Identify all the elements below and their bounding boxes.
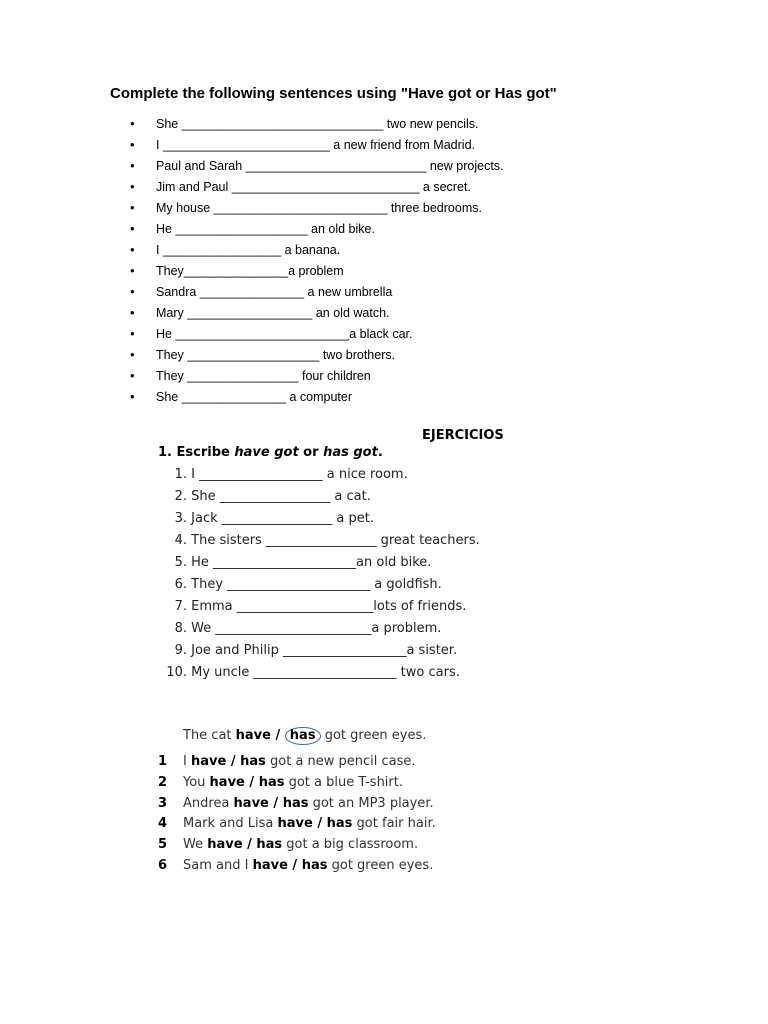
- example-sentence: The cat have / has got green eyes.: [183, 728, 427, 743]
- list-item: 2 You have / has got a blue T-shirt.: [158, 774, 403, 790]
- list-item: 9. Joe and Philip ___________________a sister.: [174, 643, 458, 658]
- list-item: • They ___________________ two brothers.: [130, 347, 504, 368]
- list-item: • I ________________________ a new friend from Madrid.: [130, 137, 504, 158]
- list-item: • He _________________________a black car.: [130, 326, 504, 347]
- list-item: • I _________________ a banana.: [130, 242, 504, 263]
- list-item: • She _______________ a computer: [130, 389, 504, 410]
- list-item: 3 Andrea have / has got an MP3 player.: [158, 795, 434, 811]
- list-item: 1. I ___________________ a nice room.: [174, 467, 408, 482]
- list-item: 4. The sisters _________________ great teachers.: [174, 533, 480, 548]
- list-item: 2. She _________________ a cat.: [174, 489, 371, 504]
- list-item: 5 We have / has got a big classroom.: [158, 837, 419, 853]
- list-item: 6. They ______________________ a goldfish.: [174, 577, 442, 592]
- list-item: • Paul and Sarah __________________________ new projects.: [130, 158, 504, 179]
- choice-list: [158, 753, 436, 878]
- list-item: 3. Jack _________________ a pet.: [174, 511, 374, 526]
- sentence-list: [130, 116, 504, 410]
- list-item: 7. Emma _____________________lots of friends.: [174, 599, 467, 614]
- list-item: 4 Mark and Lisa have / has got fair hair.: [158, 816, 436, 832]
- list-item: • Jim and Paul ___________________________ a secret.: [130, 179, 504, 200]
- list-item: • She _____________________________ two new pencils.: [130, 116, 504, 137]
- list-item: 6 Sam and I have / has got green eyes.: [158, 857, 434, 873]
- list-item: • Sandra _______________ a new umbrella: [130, 284, 504, 305]
- circled-answer: has: [285, 727, 321, 745]
- list-item: 8. We ________________________a problem.: [174, 621, 442, 636]
- exercise-instruction: 1. Escribe have got or has got.: [158, 445, 383, 460]
- list-item: 5. He ______________________an old bike.: [174, 555, 432, 570]
- exercise-list: [160, 466, 480, 686]
- list-item: • My house _________________________ three bedrooms.: [130, 200, 504, 221]
- list-item: • They ________________ four children: [130, 368, 504, 389]
- list-item: • Mary __________________ an old watch.: [130, 305, 504, 326]
- list-item: • They_______________a problem: [130, 263, 504, 284]
- list-item: • He ___________________ an old bike.: [130, 221, 504, 242]
- list-item: 10. My uncle ______________________ two cars.: [166, 665, 460, 680]
- worksheet-title: Complete the following sentences using "Have got or Has got": [110, 85, 557, 102]
- ejercicios-heading: EJERCICIOS: [422, 428, 504, 443]
- list-item: 1 I have / has got a new pencil case.: [158, 754, 416, 769]
